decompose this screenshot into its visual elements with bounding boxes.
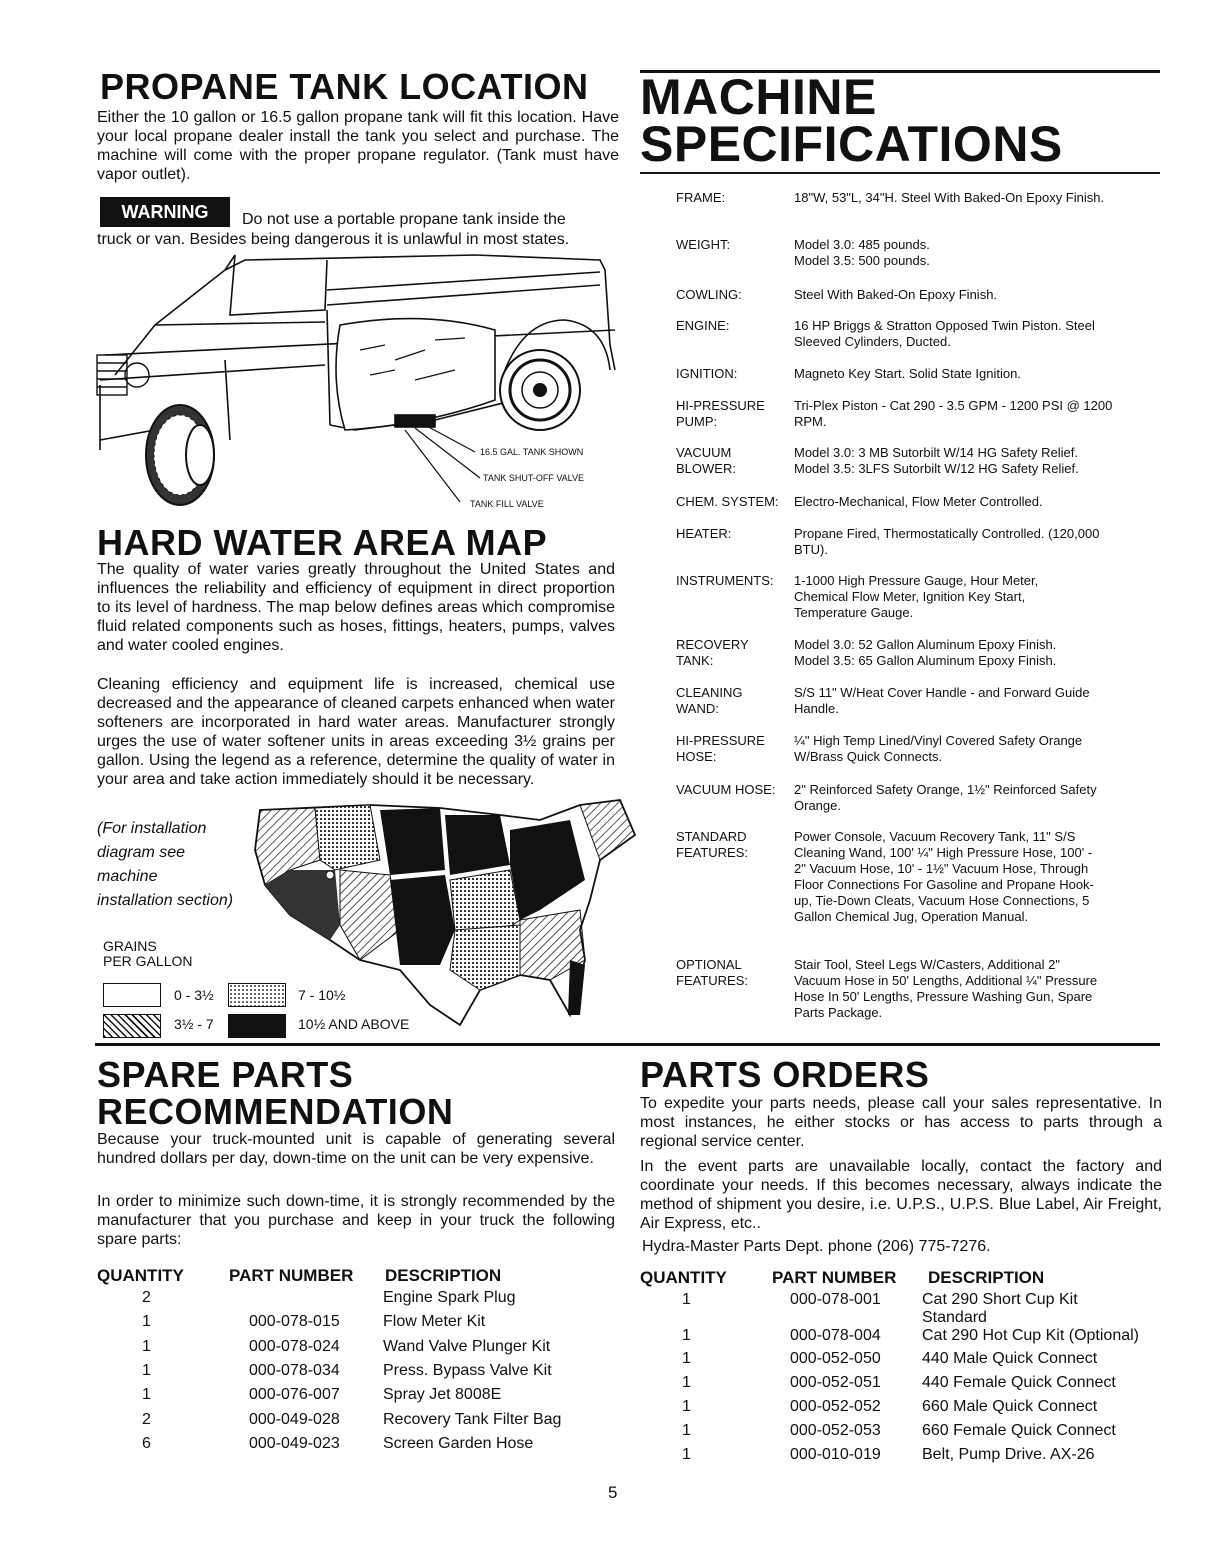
legend-swatch-very-hard [228,1014,286,1038]
desc-cell: Screen Garden Hose [383,1435,534,1452]
spec-label: FRAME: [676,190,726,205]
specs-title-line-2: SPECIFICATIONS [640,116,1063,172]
qty-cell: 1 [682,1398,691,1415]
part-cell: 000-010-019 [790,1446,881,1463]
spare-parts-table [97,1266,637,1466]
installation-note-line-2: diagram see [97,844,186,861]
desc-cell: Cat 290 Short Cup Kit [922,1291,1078,1308]
table-row [97,1362,637,1386]
callout-shutoff-valve: TANK SHUT-OFF VALVE [483,473,585,483]
part-cell: 000-078-034 [249,1362,340,1379]
page-number: 5 [608,1483,618,1502]
desc-cell: Belt, Pump Drive. AX-26 [922,1446,1095,1463]
hardwater-para-2: Cleaning efficiency and equipment life is increased, chemical use decreased and the appearance of cleaned carpets enhanced when water softeners are incorporated in hard water areas. Manufacturer strongly urges the use of water softener units in areas exceeding 3½ grains per gallon. Using the legend as a reference, determine the quality of water in your area and take action immediately should it be necessary. [97,676,615,788]
spec-label: VACUUM HOSE: [676,782,776,797]
table-row [97,1386,637,1410]
orders-para-1: To expedite your parts needs, please call your sales representative. In most instances, he either stocks or has access to parts through a regional service center. [640,1095,1162,1150]
part-cell: 000-052-050 [790,1350,881,1367]
spec-value: 16 HP Briggs & Stratton Opposed Twin Piston. Steel Sleeved Cylinders, Ducted. [794,318,1095,349]
table-row [640,1291,1180,1325]
section-divider [95,1043,1160,1046]
table-row [97,1435,637,1459]
spec-label: STANDARD FEATURES: [676,829,748,860]
spec-value: Steel With Baked-On Epoxy Finish. [794,287,998,302]
orders-header-description: DESCRIPTION [928,1268,1045,1287]
table-row [97,1289,637,1313]
desc-cell: 440 Female Quick Connect [922,1374,1116,1391]
spec-value: 18"W, 53"L, 34"H. Steel With Baked-On Epoxy Finish. [794,190,1105,205]
warning-badge [100,197,230,227]
desc-cell: 440 Male Quick Connect [922,1350,1098,1367]
qty-cell: 1 [682,1446,691,1463]
spare-header-description: DESCRIPTION [385,1266,502,1285]
installation-note-line-1: (For installation [97,820,207,837]
specs-bottom-rule [640,172,1160,174]
specs-title-line-1: MACHINE [640,69,877,125]
spec-label: OPTIONAL FEATURES: [676,957,748,988]
spec-label: COWLING: [676,287,742,302]
legend-swatch-moderate [103,1014,161,1038]
table-row [640,1422,1180,1446]
callout-fill-valve: TANK FILL VALVE [470,499,544,509]
spare-title-line-1: SPARE PARTS [97,1054,354,1095]
spec-value: Propane Fired, Thermostatically Controlled. (120,000 BTU). [794,526,1100,557]
qty-cell: 1 [142,1362,151,1379]
qty-cell: 2 [142,1411,151,1428]
qty-cell: 1 [682,1291,691,1308]
spec-value: Tri-Plex Piston - Cat 290 - 3.5 GPM - 1200 PSI @ 1200 RPM. [794,398,1113,429]
propane-body: Either the 10 gallon or 16.5 gallon propane tank will fit this location. Have your local propane dealer install the tank you select and purchase. The machine will come with the proper propane regulator. (Tank must have vapor outlet). [97,109,619,183]
spare-title-line-2: RECOMMENDATION [97,1091,454,1132]
spec-label: CLEANING WAND: [676,685,743,716]
spec-label: CHEM. SYSTEM: [676,494,779,509]
legend-label-soft: 0 - 3½ [174,987,214,1003]
table-row [640,1374,1180,1398]
spec-value: Electro-Mechanical, Flow Meter Controlled. [794,494,1043,509]
spec-label: ENGINE: [676,318,730,333]
hardwater-title: HARD WATER AREA MAP [97,522,548,563]
desc-cell: Cat 290 Hot Cup Kit (Optional) [922,1327,1139,1344]
spec-label: HI-PRESSURE HOSE: [676,733,765,764]
spec-value: Model 3.0: 52 Gallon Aluminum Epoxy Finish. Model 3.5: 65 Gallon Aluminum Epoxy Finish. [794,637,1057,668]
desc-cell: 660 Male Quick Connect [922,1398,1098,1415]
spec-value: Model 3.0: 3 MB Sutorbilt W/14 HG Safety Relief. Model 3.5: 3LFS Sutorbilt W/12 HG Safety Relief. [794,445,1079,476]
part-cell: 000-052-052 [790,1398,881,1415]
spec-label: INSTRUMENTS: [676,573,774,588]
qty-cell: 1 [682,1422,691,1439]
desc-cell-cont: Standard [922,1309,987,1326]
spare-para-2: In order to minimize such down-time, it is strongly recommended by the manufacturer that you purchase and keep in your truck the following spare parts: [97,1193,615,1248]
spec-label: RECOVERY TANK: [676,637,749,668]
legend-label-very-hard: 10½ AND ABOVE [298,1016,410,1032]
qty-cell: 1 [142,1338,151,1355]
installation-note-line-4: installation section) [97,892,234,909]
legend-label-hard: 7 - 10½ [298,987,346,1003]
qty-cell: 1 [142,1313,151,1330]
spare-header-quantity: QUANTITY [97,1266,184,1285]
part-cell: 000-078-004 [790,1327,881,1344]
spec-label: HI-PRESSURE PUMP: [676,398,765,429]
legend-title-line-2: PER GALLON [103,953,193,969]
part-cell: 000-076-007 [249,1386,340,1403]
spec-value: Magneto Key Start. Solid State Ignition. [794,366,1021,381]
qty-cell: 1 [142,1386,151,1403]
part-cell: 000-078-024 [249,1338,340,1355]
spare-para-1: Because your truck-mounted unit is capable of generating several hundred dollars per day, down-time on the unit can be very expensive. [97,1131,615,1167]
warning-line-2: truck or van. Besides being dangerous it is unlawful in most states. [97,231,570,248]
desc-cell: 660 Female Quick Connect [922,1422,1116,1439]
table-row [640,1398,1180,1422]
orders-header-quantity: QUANTITY [640,1268,727,1287]
part-cell: 000-049-023 [249,1435,340,1452]
spec-value: Stair Tool, Steel Legs W/Casters, Additional 2" Vacuum Hose in 50' Lengths, Additional ¼" Pressure Hose In 50' Lengths, Pressure Washing Gun, Spare Parts Package. [794,957,1098,1020]
desc-cell: Flow Meter Kit [383,1313,486,1330]
spec-value: ¼" High Temp Lined/Vinyl Covered Safety Orange W/Brass Quick Connects. [794,733,1083,764]
desc-cell: Spray Jet 8008E [383,1386,502,1403]
installation-note-line-3: machine [97,868,158,885]
callout-tank-shown: 16.5 GAL. TANK SHOWN [480,447,584,457]
qty-cell: 1 [682,1350,691,1367]
warning-line-1: Do not use a portable propane tank inside the [242,211,566,228]
spec-value: S/S 11" W/Heat Cover Handle - and Forward Guide Handle. [794,685,1090,716]
qty-cell: 1 [682,1374,691,1391]
qty-cell: 6 [142,1435,151,1452]
table-row [640,1327,1180,1351]
qty-cell: 1 [682,1327,691,1344]
orders-para-2: In the event parts are unavailable locally, contact the factory and coordinate your needs. If this becomes necessary, always indicate the method of shipment you desire, i.e. U.P.S., U.P.S. Blue Label, Air Freight, Air Express, etc.. [640,1158,1162,1232]
desc-cell: Recovery Tank Filter Bag [383,1411,562,1428]
orders-title: PARTS ORDERS [640,1054,930,1095]
part-cell: 000-052-051 [790,1374,881,1391]
spec-label: WEIGHT: [676,237,731,252]
part-cell: 000-052-053 [790,1422,881,1439]
part-cell: 000-078-001 [790,1291,881,1308]
table-row [97,1411,637,1435]
legend-swatch-hard [228,983,286,1007]
spec-label: HEATER: [676,526,732,541]
spec-label: VACUUM BLOWER: [676,445,736,476]
orders-phone: Hydra-Master Parts Dept. phone (206) 775-7276. [642,1238,991,1255]
spec-value: Model 3.0: 485 pounds. Model 3.5: 500 pounds. [794,237,930,268]
table-row [640,1350,1180,1374]
parts-orders-table [640,1268,1180,1468]
desc-cell: Press. Bypass Valve Kit [383,1362,552,1379]
legend-label-moderate: 3½ - 7 [174,1016,214,1032]
desc-cell: Wand Valve Plunger Kit [383,1338,551,1355]
legend-swatch-soft [103,983,161,1007]
orders-header-part-number: PART NUMBER [772,1268,897,1287]
spec-value: 2" Reinforced Safety Orange, 1½" Reinforced Safety Orange. [794,782,1097,813]
table-row [640,1446,1180,1470]
warning-badge-label: WARNING [121,202,209,222]
spec-label: IGNITION: [676,366,738,381]
legend-title-line-1: GRAINS [103,938,157,954]
part-cell: 000-049-028 [249,1411,340,1428]
qty-cell: 2 [142,1289,151,1306]
part-cell: 000-078-015 [249,1313,340,1330]
spec-value: Power Console, Vacuum Recovery Tank, 11" S/S Cleaning Wand, 100' ¼" High Pressure Hose, 100' - 2" Vacuum Hose, 10' - 1½" Vacuum Hose, Through Floor Connections For Gasoline and Propane Hook-up, Tie-Down Cleats, Vacuum Hose Connections, 5 Gallon Chemical Jug, Operation Manual. [794,829,1094,924]
spec-value: 1-1000 High Pressure Gauge, Hour Meter, Chemical Flow Meter, Ignition Key Start, Temperature Gauge. [794,573,1039,620]
desc-cell: Engine Spark Plug [383,1289,516,1306]
table-row [97,1313,637,1337]
hardwater-para-1: The quality of water varies greatly throughout the United States and influences the reliability and efficiency of equipment in direct proportion to its level of hardness. The map below defines areas which compromise fluid related components such as hoses, fittings, heaters, pumps, valves and water cooled engines. [97,561,615,654]
propane-title: PROPANE TANK LOCATION [100,66,589,107]
legend-title [103,939,192,969]
table-row [97,1338,637,1362]
spare-header-part-number: PART NUMBER [229,1266,354,1285]
